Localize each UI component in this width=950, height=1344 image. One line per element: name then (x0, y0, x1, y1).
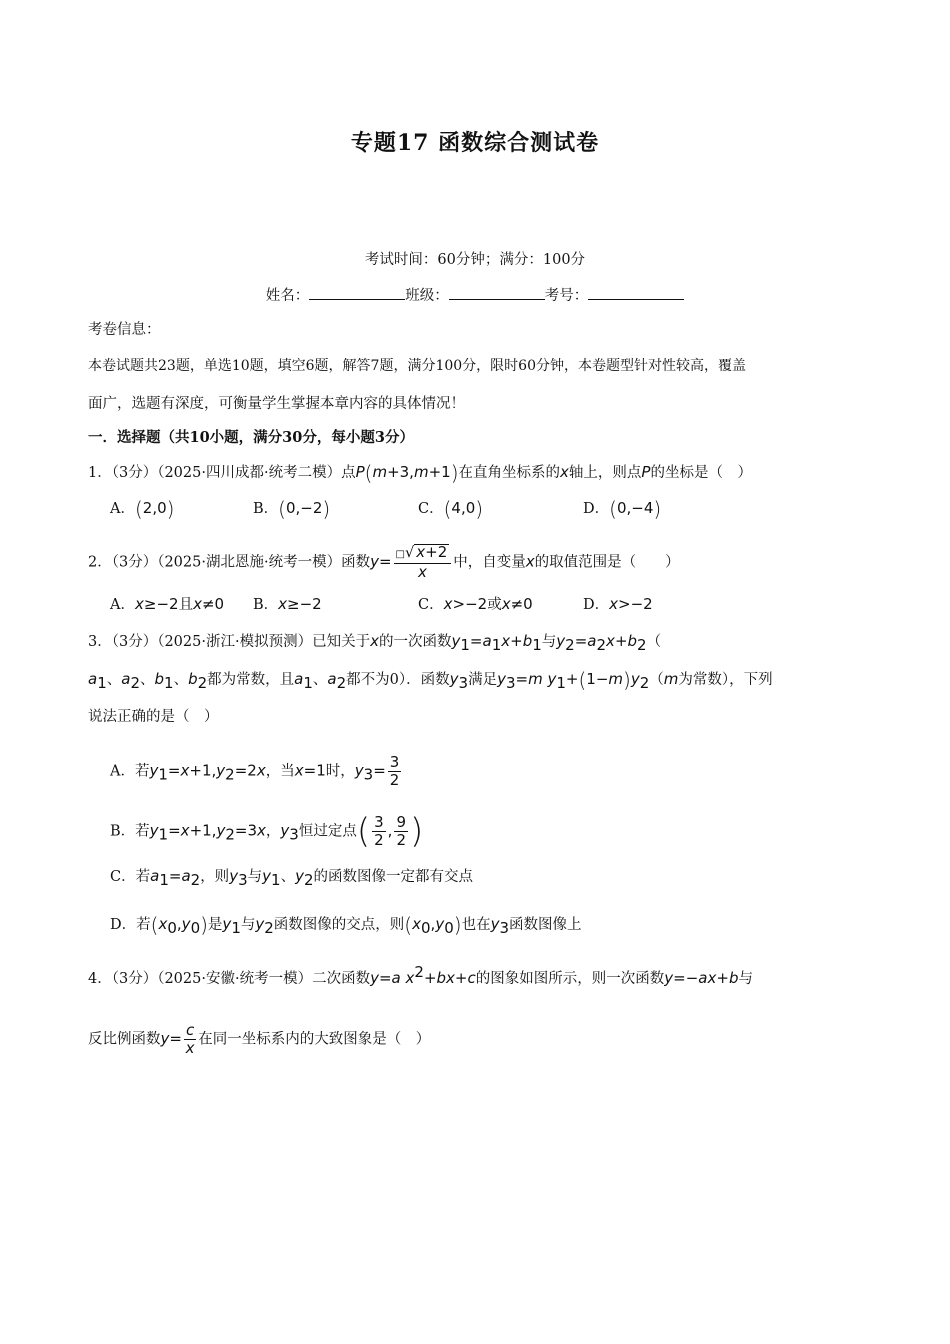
q1-prefix: 1．（3分）（2025·四川成都·统考二模）点 (88, 465, 356, 481)
q2-prefix: 2．（3分）（2025·湖北恩施·统考一模）函数 (88, 554, 371, 571)
student-info-line (0, 285, 950, 307)
q2-fraction: $\frac{□√ x+2}{x}$ (394, 544, 452, 581)
q1-middle: 在直角坐标系的 (458, 465, 561, 481)
page-title: 专题17 函数综合测试卷 (350, 130, 600, 156)
q2-suffix: 的取值范围是（ ） (534, 554, 680, 571)
number-blank (588, 285, 684, 300)
name-label: 姓名： (265, 288, 310, 304)
q2-middle: 中，自变量 (453, 554, 526, 571)
question-4-line2: 反比例函数y= $\frac{c}{x}$ 在同一坐标系内的大致图象是（ ） (88, 1021, 431, 1057)
q1-option-d[interactable]: D．(0,−4) (583, 497, 662, 521)
q3-option-d[interactable]: D．若$(x_0,y_0)$是$y_1$与$y_2$函数图像的交点，则$(x_0,y_0)$也在$y_3$函数图像上 (110, 913, 582, 937)
q1-suffix: 的坐标是（ ） (650, 465, 752, 481)
question-3-line3: 说法正确的是（ ） (88, 709, 219, 725)
section-heading: 一．选择题（共10小题，满分30分，每小题3分） (88, 429, 414, 446)
q2-option-b[interactable]: B．x≥−2 (253, 595, 322, 613)
q1-option-c[interactable]: C．(4,0) (418, 497, 484, 521)
q3-option-b[interactable]: B．若$y_1=x+1,y_2=3x$，$y_3$恒过定点( $\frac{3}{2}$ , $\frac{9}{2}$ ) (110, 811, 424, 852)
q1-option-b[interactable]: B．(0,−2) (253, 497, 331, 521)
question-2: 2．（3分）（2025·湖北恩施·统考一模）函数y= $\frac{□√ x+2}{x}$ 中，自变量x的取值范围是（ ） (88, 543, 680, 581)
q2-option-c[interactable]: C．x>−2或x≠0 (418, 595, 533, 613)
question-3-line1: 3．（3分）（2025·浙江·模拟预测）已知关于x的一次函数$y_1=a_1x+b_1$与$y_2=a_2x+b_2$（ (88, 632, 662, 654)
question-2-options (110, 593, 890, 616)
question-3-line2: $a_1$、$a_2$、$b_1$、$b_2$都为常数，且$a_1$、$a_2$都不为0）．函数$y_3$满足$y_3=m$ $y_1+(1-m)y_2(m$为常数），下列 (88, 668, 773, 692)
exam-time-score: 考试时间：60分钟；满分：100分 (364, 252, 586, 268)
class-label: 班级： (405, 288, 449, 304)
number-label: 考号： (544, 288, 589, 304)
q2-option-a[interactable]: A．x≥−2且x≠0 (110, 595, 225, 613)
paper-info-line1: 本卷试题共23题，单选10题，填空6题，解答7题，满分100分，限时60分钟，本卷题型针对性较高，覆盖 (88, 358, 746, 374)
q3-option-a[interactable]: A．若$y_1=x+1,y_2=2x$，当x=1时，$y_3=$ $\frac{3}{2}$ (110, 753, 400, 789)
q3-option-c[interactable]: C．若$a_1=a_2$，则$y_3$与$y_1$、$y_2$的函数图像一定都有交点 (110, 867, 473, 889)
question-1: 1．（3分）（2025·四川成都·统考二模）点P(m+3,m+1)在直角坐标系的x轴上，则点P的坐标是（ ） (88, 461, 752, 485)
paper-info-line2: 面广，选题有深度，可衡量学生掌握本章内容的具体情况！ (88, 396, 465, 412)
question-4-line1: 4．（3分）（2025·安徽·统考一模）二次函数y=a $x^2+bx+c$的图象如图所示，则一次函数y=−ax+b与 (88, 963, 753, 987)
name-blank (309, 285, 405, 300)
question-1-options (110, 497, 890, 520)
q2-option-d[interactable]: D．x>−2 (583, 595, 653, 613)
q1-option-a[interactable]: A．(2,0) (110, 497, 175, 521)
paper-info-heading: 考卷信息： (88, 322, 161, 338)
q1-axis-text: 轴上，则点 (568, 465, 642, 481)
class-blank (449, 285, 545, 300)
